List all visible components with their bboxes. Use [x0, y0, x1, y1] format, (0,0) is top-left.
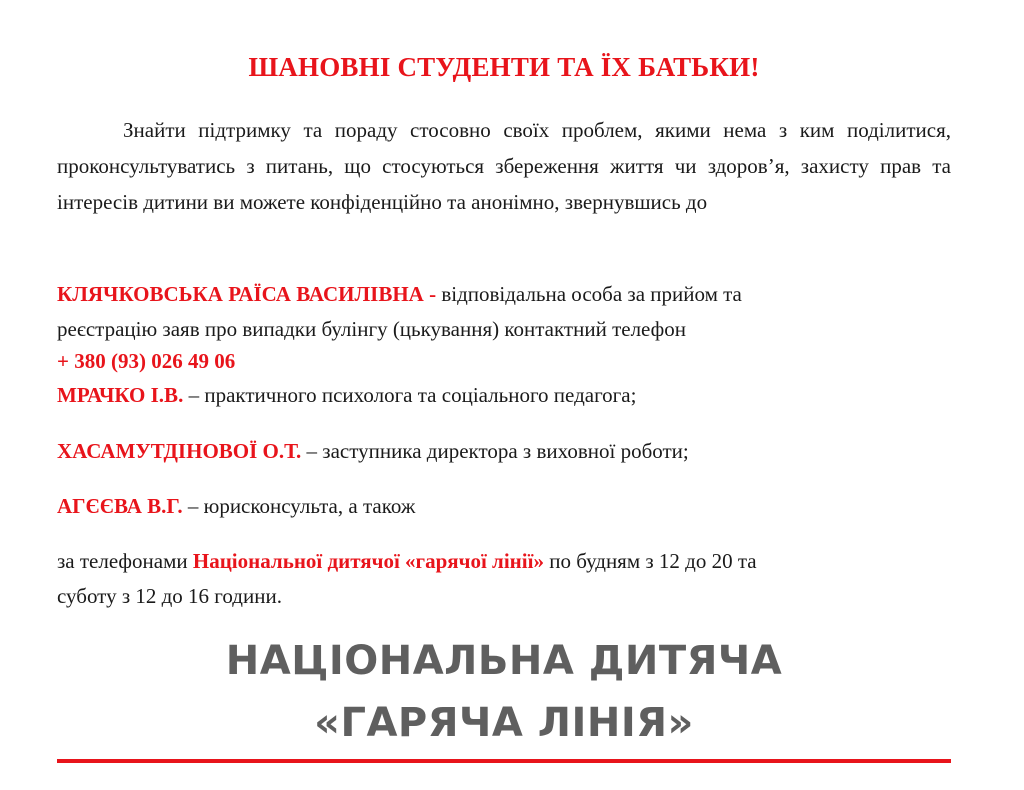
page-title: ШАНОВНІ СТУДЕНТИ ТА ЇХ БАТЬКИ! [248, 52, 760, 82]
contact-3-role: – заступника директора з виховної роботи; [301, 439, 689, 463]
hotline-line-2: суботу з 12 до 16 години. [57, 584, 282, 608]
bottom-divider [57, 759, 951, 763]
banner-line-2: «ГАРЯЧА ЛІНІЯ» [314, 700, 694, 746]
contact-2-name: МРАЧКО І.В. [57, 383, 184, 407]
contact-3-name: ХАСАМУТДІНОВОЇ О.Т. [57, 439, 302, 463]
contact-1-phone: + 380 (93) 026 49 06 [57, 349, 236, 373]
contact-3 [57, 433, 951, 469]
contact-2 [57, 377, 951, 413]
contact-4 [57, 488, 951, 524]
hotline-name: Національної дитячої «гарячої лінії» [192, 549, 544, 573]
contact-1-name: КЛЯЧКОВСЬКА РАЇСА ВАСИЛІВНА - [57, 282, 437, 306]
hotline-hours: по будням з 12 до 20 та [543, 549, 757, 573]
contact-1-line-1 [57, 276, 951, 312]
banner-line-1: НАЦІОНАЛЬНА ДИТЯЧА [225, 638, 783, 684]
hotline-line-1 [57, 543, 951, 579]
contact-4-name: АГЄЄВА В.Г. [57, 494, 183, 518]
hotline-prefix: за телефонами [57, 549, 193, 573]
document-page [57, 0, 951, 790]
contact-4-role: – юрисконсульта, а також [182, 494, 416, 518]
intro-paragraph: Знайти підтримку та пораду стосовно своїх проблем, якими нема з ким поділитися, проконсультуватись з питань, що стосуються збереження життя чи здоров’я, захисту прав та інтересів дитини ви можете конфіденційно та анонімно, звернувшись до [57, 118, 951, 214]
contact-2-role: – практичного психолога та соціального педагога; [183, 383, 637, 407]
contact-1-role-start: відповідальна особа за прийом та [436, 282, 742, 306]
contact-1-line-2: реєстрацію заяв про випадки булінгу (цькування) контактний телефон [57, 317, 686, 341]
